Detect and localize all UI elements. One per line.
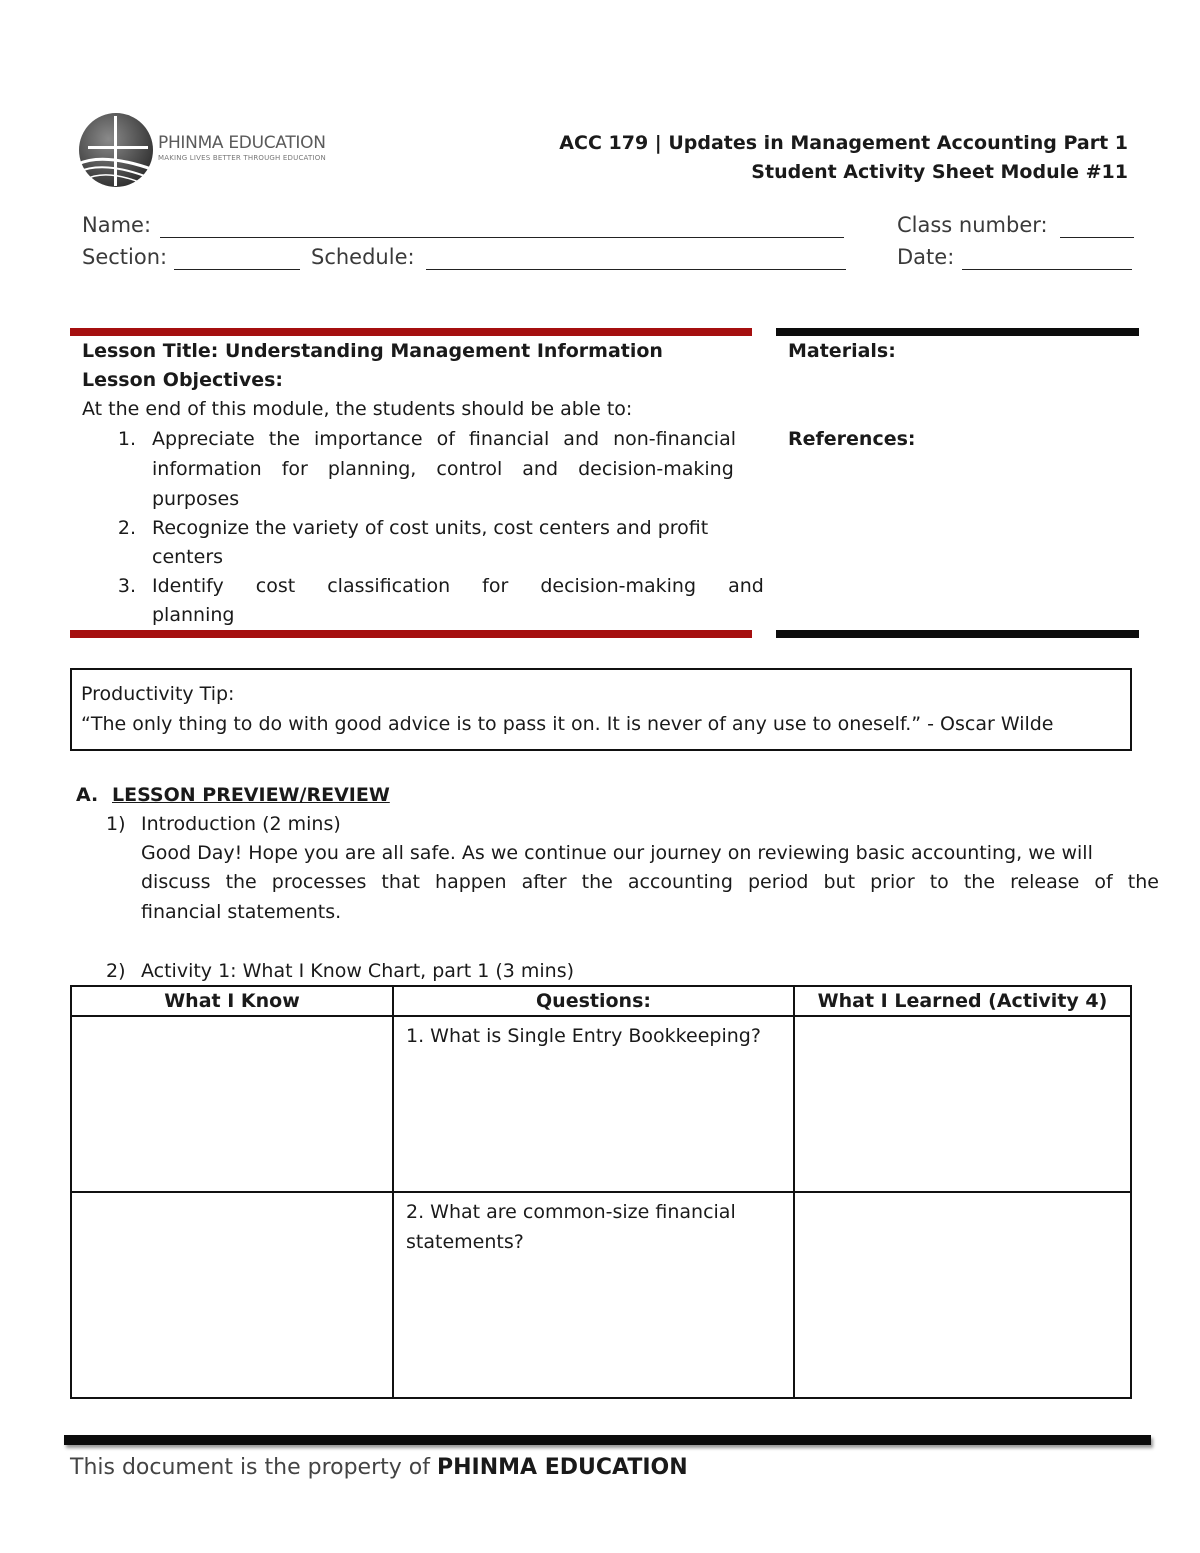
footer-owner: PHINMA EDUCATION: [436, 1455, 688, 1480]
section-label: Section:: [82, 245, 168, 269]
header-what-i-learned: What I Learned (Activity 4): [794, 986, 1131, 1016]
footer-bar: [64, 1435, 1151, 1445]
materials-bottom-bar: [776, 630, 1139, 638]
objective-text: planning: [152, 604, 235, 626]
class-number-field[interactable]: [1060, 237, 1134, 238]
lesson-title: [82, 340, 663, 362]
materials-top-bar: [776, 328, 1139, 336]
objective-text: Recognize the variety of cost units, cost centers and profit: [152, 517, 709, 539]
intro-body-line: discuss the processes that happen after the accounting period but prior to the release of the: [141, 871, 1159, 893]
table-header-row: [71, 986, 1131, 1016]
lesson-top-bar: [70, 328, 752, 336]
module-title: Student Activity Sheet Module #11: [751, 161, 1128, 183]
section-field[interactable]: [174, 269, 300, 270]
header-questions: Questions:: [393, 986, 794, 1016]
objectives-label: Lesson Objectives:: [82, 369, 283, 391]
date-field[interactable]: [962, 269, 1132, 270]
item-heading: Introduction (2 mins): [141, 813, 341, 835]
objective-text: centers: [152, 546, 224, 568]
objective-text: purposes: [152, 488, 240, 510]
question-cell: [393, 1016, 794, 1192]
table-row: [71, 1192, 1131, 1398]
phinma-emblem-icon: [74, 112, 158, 192]
schedule-label: Schedule:: [311, 245, 415, 269]
lesson-bottom-bar: [70, 630, 752, 638]
intro-body-line: financial statements.: [141, 901, 342, 923]
item-number: 2): [106, 960, 126, 982]
question-cell: [393, 1192, 794, 1398]
class-number-label: Class number:: [897, 213, 1048, 237]
objectives-intro: At the end of this module, the students should be able to:: [82, 398, 633, 420]
course-title: ACC 179 | Updates in Management Accounting Part 1: [559, 132, 1128, 154]
section-letter: A.: [76, 784, 99, 806]
date-label: Date:: [897, 245, 955, 269]
what-i-know-table: [70, 985, 1132, 1399]
logo-name: PHINMA EDUCATION: [158, 133, 326, 153]
question-text: 2. What are common-size financial statements?: [406, 1201, 736, 1253]
header-what-i-know: What I Know: [71, 986, 393, 1016]
name-field[interactable]: [160, 237, 844, 238]
know-cell[interactable]: [71, 1016, 393, 1192]
section-title: LESSON PREVIEW/REVIEW: [112, 784, 390, 806]
objective-number: 3.: [117, 575, 136, 597]
item-number: 1): [106, 813, 126, 835]
objective-line: [152, 428, 740, 450]
logo-tagline: MAKING LIVES BETTER THROUGH EDUCATION: [158, 154, 326, 162]
footer-prefix: This document is the property of: [70, 1455, 430, 1480]
footer-text: [70, 1455, 688, 1480]
question-text: 1. What is Single Entry Bookkeeping?: [406, 1025, 761, 1047]
table-row: [71, 1016, 1131, 1192]
references-label: References:: [788, 428, 916, 450]
lesson-title-label: Lesson Title:: [82, 340, 219, 362]
objective-text: Appreciate the importance of financial and non-financial: [152, 428, 736, 450]
schedule-field[interactable]: [426, 269, 846, 270]
intro-body-line: Good Day! Hope you are all safe. As we continue our journey on reviewing basic accounting, we will: [141, 842, 1093, 864]
tip-quote: “The only thing to do with good advice is to pass it on. It is never of any use to oneself.” - Oscar Wilde: [81, 713, 1054, 735]
learned-cell[interactable]: [794, 1192, 1131, 1398]
materials-label: Materials:: [788, 340, 896, 362]
productivity-tip-box: [70, 668, 1132, 751]
objective-text: Identify cost classification for decision-making and: [152, 575, 764, 597]
item-heading: Activity 1: What I Know Chart, part 1 (3 mins): [141, 960, 575, 982]
objective-number: 1.: [117, 428, 136, 450]
know-cell[interactable]: [71, 1192, 393, 1398]
objective-number: 2.: [117, 517, 136, 539]
lesson-title-value: Understanding Management Information: [224, 340, 663, 362]
learned-cell[interactable]: [794, 1016, 1131, 1192]
objective-text: information for planning, control and decision-making: [152, 458, 734, 480]
tip-label: Productivity Tip:: [81, 683, 235, 705]
name-label: Name:: [82, 213, 152, 237]
